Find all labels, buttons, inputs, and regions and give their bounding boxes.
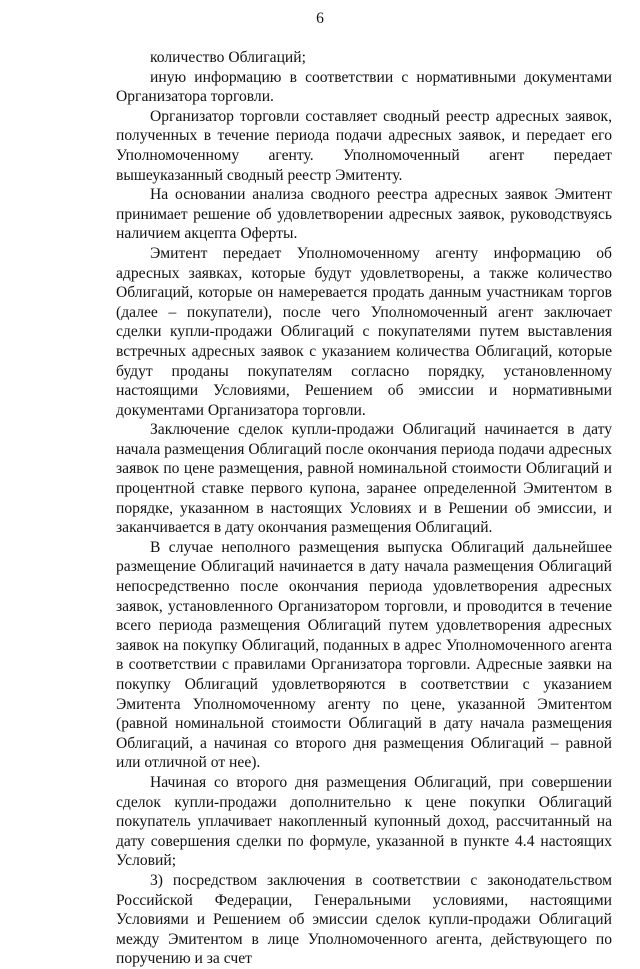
paragraph-6: Заключение сделок купли-продажи Облигаций начинается в дату начала размещения Облигаций после окончания периода подачи адресных заявок по цене размещения, равной номинальной стоимости Облигаций и процентной ставке первого купона, заранее определенной Эмитентом в порядке, указанном в настоящих Условиях и в Решении об эмиссии, и заканчивается в дату окончания размещения Облигаций. (116, 421, 612, 537)
paragraph-1: количество Облигаций; (150, 49, 306, 66)
page-number: 6 (316, 10, 324, 27)
body-text (116, 48, 612, 969)
paragraph-5: Эмитент передает Уполномоченному агенту информацию об адресных заявках, которые будут удовлетворены, а также количество Облигаций, которые он намеревается продать данным участникам торгов (далее – покупатели), после чего Уполномоченный агент заключает сделки купли-продажи Облигаций с покупателями путем выставления встречных адресных заявок с указанием количества Облигаций, которые будут проданы покупателям согласно порядку, установленному настоящими Условиями, Решением об эмиссии и нормативными документами Организатора торговли. (116, 244, 612, 419)
paragraph-7: В случае неполного размещения выпуска Облигаций дальнейшее размещение Облигаций начинается в дату начала размещения Облигаций непосредственно после окончания периода удовлетворения адресных заявок, установленного Организатором торговли, и проводится в течение всего периода размещения Облигаций путем удовлетворения адресных заявок на покупку Облигаций, поданных в адрес Уполномоченного агента в соответствии с правилами Организатора торговли. Адресные заявки на покупку Облигаций удовлетворяются в соответствии с указанием Эмитента Уполномоченному агенту по цене, указанной Эмитентом (равной номинальной стоимости Облигаций в дату начала размещения Облигаций, а начиная со второго дня размещения Облигаций – равной или отличной от нее). (116, 538, 612, 772)
paragraph-9: 3) посредством заключения в соответствии с законодательством Российской Федерации, Генеральными условиями, настоящими Условиями и Решением об эмиссии сделок купли-продажи Облигаций между Эмитентом в лице Уполномоченного агента, действующего по поручению и за счет (116, 871, 612, 968)
paragraph-8: Начиная со второго дня размещения Облигаций, при совершении сделок купли-продажи дополнительно к цене покупки Облигаций покупатель уплачивает накопленный купонный доход, рассчитанный на дату совершения сделки по формуле, указанной в пункте 4.4 настоящих Условий; (116, 773, 612, 870)
paragraph-4: На основании анализа сводного реестра адресных заявок Эмитент принимает решение об удовлетворении адресных заявок, руководствуясь наличием акцепта Оферты. (116, 186, 612, 243)
paragraph-2: иную информацию в соответствии с нормативными документами Организатора торговли. (116, 68, 612, 106)
paragraph-3: Организатор торговли составляет сводный реестр адресных заявок, полученных в течение периода подачи адресных заявок, и передает его Уполномоченному агенту. Уполномоченный агент передает вышеуказанный сводный реестр Эмитенту. (116, 107, 612, 184)
